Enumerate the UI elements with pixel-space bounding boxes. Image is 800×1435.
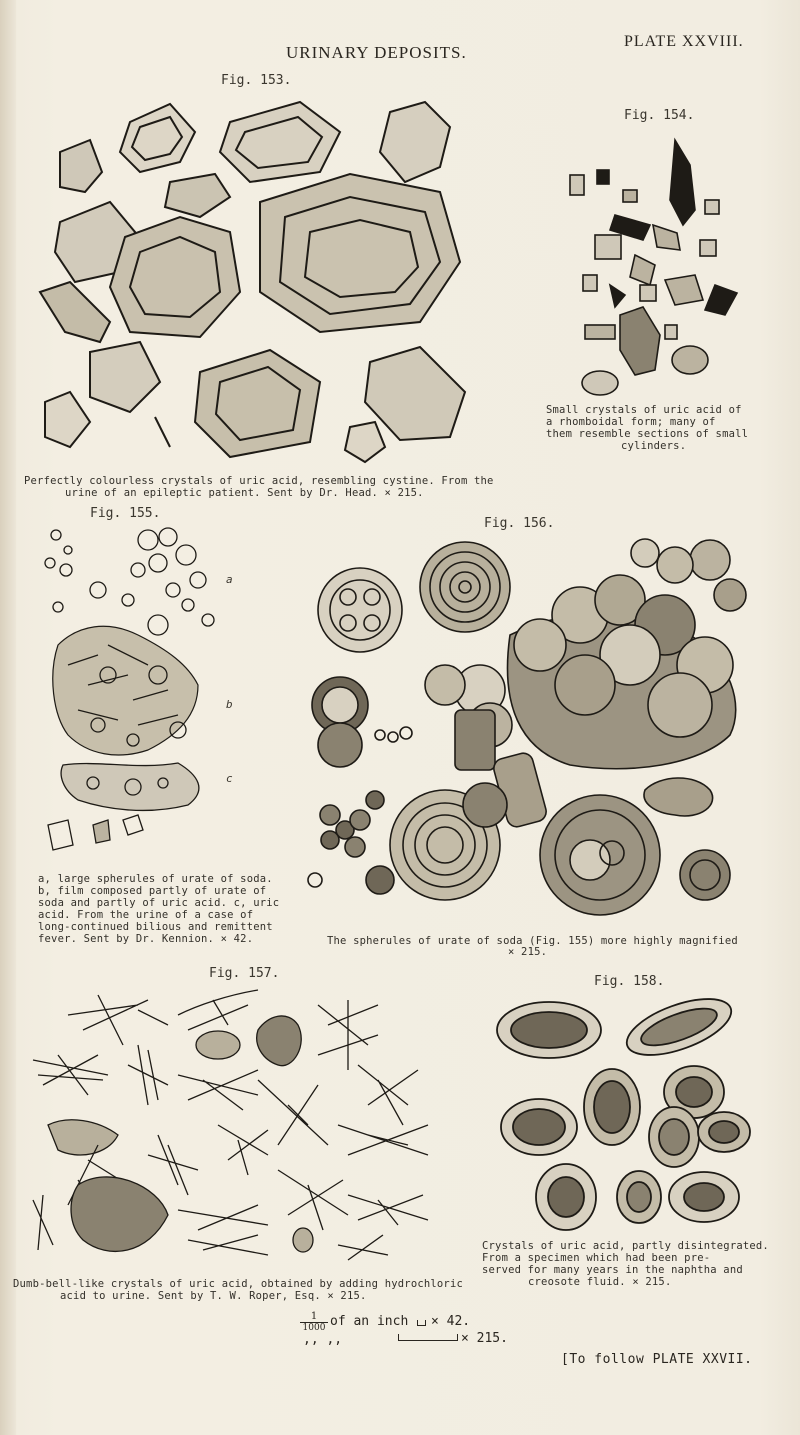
fig-158-label: Fig. 158. [594,974,665,989]
footer-note: [To follow PLATE XXVII. [561,1352,753,1367]
fig-158-caption-line-2: From a specimen which had been pre- [482,1252,711,1264]
fig-155-caption-line-4: acid. From the urine of a case of [38,909,254,921]
fig-153-illustration [30,92,510,462]
fig-157-caption-line-1: Dumb-bell-like crystals of uric acid, obtained by adding hydrochloric [13,1278,463,1290]
fig-155-illustration [38,525,238,865]
fig-154-caption-line-4: cylinders. [621,440,687,452]
fig-153-caption-line-1: Perfectly colourless crystals of uric acid, resembling cystine. From the [24,475,494,487]
scale-line-2-magnification: × 215. [461,1331,508,1346]
fig-158-caption-line-1: Crystals of uric acid, partly disintegrated. [482,1240,769,1252]
scale-line-1-magnification: × 42. [431,1314,471,1329]
fig-155-caption-line-3: soda and partly of uric acid. c, uric [38,897,280,909]
fig-155-caption-line-6: fever. Sent by Dr. Kennion. × 42. [38,933,254,945]
running-title: URINARY DEPOSITS. [286,43,467,62]
fig-156-caption-line-2: × 215. [508,946,548,958]
fig-154-caption-line-2: a rhomboidal form; many of [546,416,716,428]
fig-155-marker-a: a [226,573,233,586]
fig-156-label: Fig. 156. [484,516,555,531]
fig-155-marker-c: c [226,772,233,785]
fig-157-illustration [28,985,448,1270]
fig-154-illustration [565,135,745,395]
fig-158-caption-line-3: served for many years in the naphtha and [482,1264,743,1276]
fig-156-caption-line-1: The spherules of urate of soda (Fig. 155) more highly magnified [327,935,738,947]
fig-155-marker-b: b [226,698,233,711]
fig-155-label: Fig. 155. [90,506,161,521]
fig-157-label: Fig. 157. [209,966,280,981]
fig-156-illustration [300,535,750,925]
fig-157-caption-line-2: acid to urine. Sent by T. W. Roper, Esq. × 215. [60,1290,367,1302]
fig-154-label: Fig. 154. [624,108,695,123]
scale-fraction-denominator: 1000 [302,1323,326,1333]
fig-158-caption-line-4: creosote fluid. × 215. [528,1276,672,1288]
plate-label: PLATE XXVIII. [624,33,744,50]
scale-of-an-inch: of an inch [330,1314,409,1329]
scale-fraction-numerator: 1 [300,1312,328,1323]
scale-fraction [300,1312,328,1333]
fig-154-caption-line-1: Small crystals of uric acid of [546,404,742,416]
fig-155-caption-line-1: a, large spherules of urate of soda. [38,873,273,885]
fig-153-label: Fig. 153. [221,73,292,88]
fig-154-caption-line-3: them resemble sections of small [546,428,749,440]
fig-155-caption-line-2: b, film composed partly of urate of [38,885,267,897]
scale-ditto-marks: ,, ,, [303,1332,343,1347]
fig-158-illustration [494,992,764,1232]
scale-bar-short [417,1320,426,1326]
fig-153-caption-line-2: urine of an epileptic patient. Sent by Dr. Head. × 215. [65,487,424,499]
binding-edge [0,0,16,1435]
scale-bar-long [398,1334,458,1341]
fig-155-caption-line-5: long-continued bilious and remittent [38,921,273,933]
